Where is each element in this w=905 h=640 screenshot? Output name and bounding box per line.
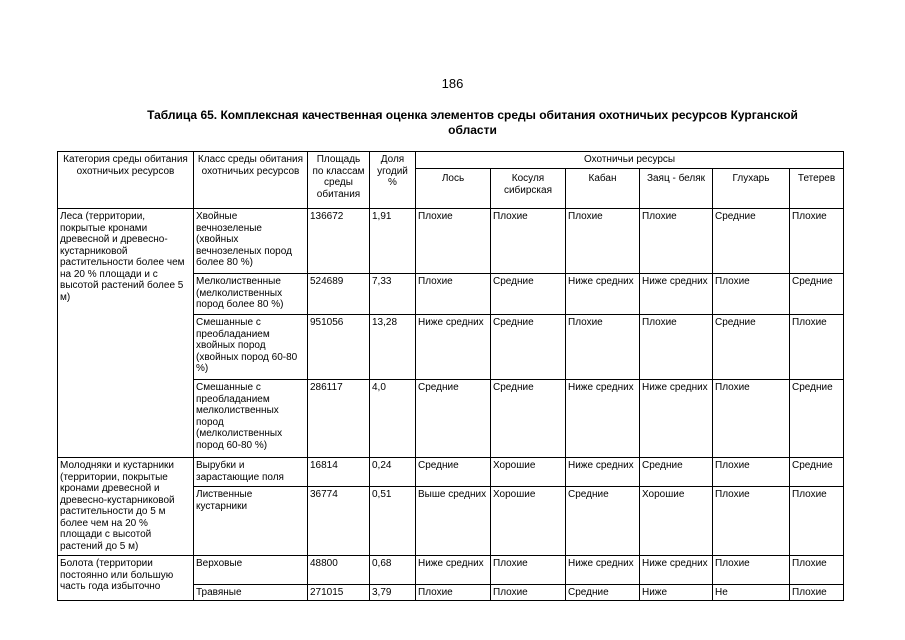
- rating-cell: Плохие: [713, 380, 790, 458]
- rating-cell: Средние: [790, 274, 844, 315]
- header-area: Площадь по классам среды обитания: [308, 152, 370, 209]
- rating-cell: Средние: [566, 487, 640, 556]
- category-cell: Болота (территории постоянно или большую часть года избыточно: [58, 556, 194, 601]
- class-cell: Смешанные с преобладанием мелколиственных пород (мелколиственных пород 60-80 %): [194, 380, 308, 458]
- area-cell: 524689: [308, 274, 370, 315]
- rating-cell: Средние: [416, 458, 491, 487]
- rating-cell: Средние: [713, 315, 790, 380]
- rating-cell: Ниже средних: [640, 380, 713, 458]
- habitat-assessment-table: [57, 151, 844, 601]
- table-caption: [110, 108, 835, 138]
- category-cell: Леса (территории, покрытые кронами древесной и древесно-кустарниковой растительности более чем на 20 % площади и с высотой растений более 5 м): [58, 209, 194, 458]
- table-row: [58, 458, 844, 487]
- rating-cell: Средние: [491, 315, 566, 380]
- class-cell: Травяные: [194, 585, 308, 601]
- header-category: Категория среды обитания охотничьих ресурсов: [58, 152, 194, 209]
- rating-cell: Плохие: [790, 315, 844, 380]
- share-cell: 0,51: [370, 487, 416, 556]
- share-cell: 4,0: [370, 380, 416, 458]
- rating-cell: Ниже средних: [416, 315, 491, 380]
- area-cell: 271015: [308, 585, 370, 601]
- rating-cell: Плохие: [491, 585, 566, 601]
- area-cell: 136672: [308, 209, 370, 274]
- rating-cell: Плохие: [491, 209, 566, 274]
- class-cell: Верховые: [194, 556, 308, 585]
- share-cell: 13,28: [370, 315, 416, 380]
- rating-cell: Хорошие: [491, 487, 566, 556]
- category-cell: Молодняки и кустарники (территории, покрытые кронами древесной и древесно-кустарниковой растительности до 5 м более чем на 20 % площади с высотой растений до 5 м): [58, 458, 194, 556]
- rating-cell: Средние: [790, 380, 844, 458]
- share-cell: 0,24: [370, 458, 416, 487]
- area-cell: 286117: [308, 380, 370, 458]
- area-cell: 951056: [308, 315, 370, 380]
- rating-cell: Плохие: [491, 556, 566, 585]
- header-species-hare: Заяц - беляк: [640, 169, 713, 209]
- rating-cell: Плохие: [713, 556, 790, 585]
- share-cell: 7,33: [370, 274, 416, 315]
- table-row: [58, 209, 844, 274]
- header-species-roe-deer: Косуля сибирская: [491, 169, 566, 209]
- rating-cell: Средние: [491, 274, 566, 315]
- header-share: Доля угодий %: [370, 152, 416, 209]
- class-cell: Хвойные вечнозеленые (хвойных вечнозеленых пород более 80 %): [194, 209, 308, 274]
- header-species-boar: Кабан: [566, 169, 640, 209]
- rating-cell: Средние: [566, 585, 640, 601]
- header-species-black-grouse: Тетерев: [790, 169, 844, 209]
- rating-cell: Ниже средних: [566, 458, 640, 487]
- area-cell: 16814: [308, 458, 370, 487]
- share-cell: 0,68: [370, 556, 416, 585]
- header-species-moose: Лось: [416, 169, 491, 209]
- rating-cell: Плохие: [713, 487, 790, 556]
- class-cell: Мелколиственные (мелколиственных пород более 80 %): [194, 274, 308, 315]
- rating-cell: Хорошие: [491, 458, 566, 487]
- rating-cell: Плохие: [416, 585, 491, 601]
- rating-cell: Ниже средних: [416, 556, 491, 585]
- rating-cell: Плохие: [566, 315, 640, 380]
- rating-cell: Плохие: [790, 556, 844, 585]
- share-cell: 3,79: [370, 585, 416, 601]
- area-cell: 48800: [308, 556, 370, 585]
- area-cell: 36774: [308, 487, 370, 556]
- rating-cell: Плохие: [566, 209, 640, 274]
- rating-cell: Плохие: [416, 274, 491, 315]
- rating-cell: Плохие: [790, 487, 844, 556]
- share-cell: 1,91: [370, 209, 416, 274]
- rating-cell: Не: [713, 585, 790, 601]
- rating-cell: Хорошие: [640, 487, 713, 556]
- rating-cell: Плохие: [790, 585, 844, 601]
- table-caption-line-2: области: [448, 123, 497, 137]
- rating-cell: Плохие: [790, 209, 844, 274]
- rating-cell: Ниже средних: [566, 274, 640, 315]
- rating-cell: Плохие: [416, 209, 491, 274]
- rating-cell: Ниже средних: [566, 556, 640, 585]
- class-cell: Смешанные с преобладанием хвойных пород (хвойных пород 60-80 %): [194, 315, 308, 380]
- rating-cell: Ниже средних: [640, 274, 713, 315]
- header-resources: Охотничьи ресурсы: [416, 152, 844, 169]
- rating-cell: Средние: [790, 458, 844, 487]
- rating-cell: Плохие: [640, 315, 713, 380]
- rating-cell: Ниже: [640, 585, 713, 601]
- table-caption-line-1: Таблица 65. Комплексная качественная оценка элементов среды обитания охотничьих ресурсов Курганской: [147, 108, 798, 122]
- rating-cell: Средние: [713, 209, 790, 274]
- rating-cell: Ниже средних: [566, 380, 640, 458]
- rating-cell: Плохие: [640, 209, 713, 274]
- table-row: [58, 556, 844, 585]
- class-cell: Лиственные кустарники: [194, 487, 308, 556]
- rating-cell: Плохие: [713, 274, 790, 315]
- header-class: Класс среды обитания охотничьих ресурсов: [194, 152, 308, 209]
- rating-cell: Средние: [491, 380, 566, 458]
- header-row-top: [58, 152, 844, 169]
- page-number: 186: [441, 76, 464, 91]
- class-cell: Вырубки и зарастающие поля: [194, 458, 308, 487]
- rating-cell: Средние: [640, 458, 713, 487]
- header-species-capercaillie: Глухарь: [713, 169, 790, 209]
- rating-cell: Средние: [416, 380, 491, 458]
- rating-cell: Выше средних: [416, 487, 491, 556]
- rating-cell: Плохие: [713, 458, 790, 487]
- rating-cell: Ниже средних: [640, 556, 713, 585]
